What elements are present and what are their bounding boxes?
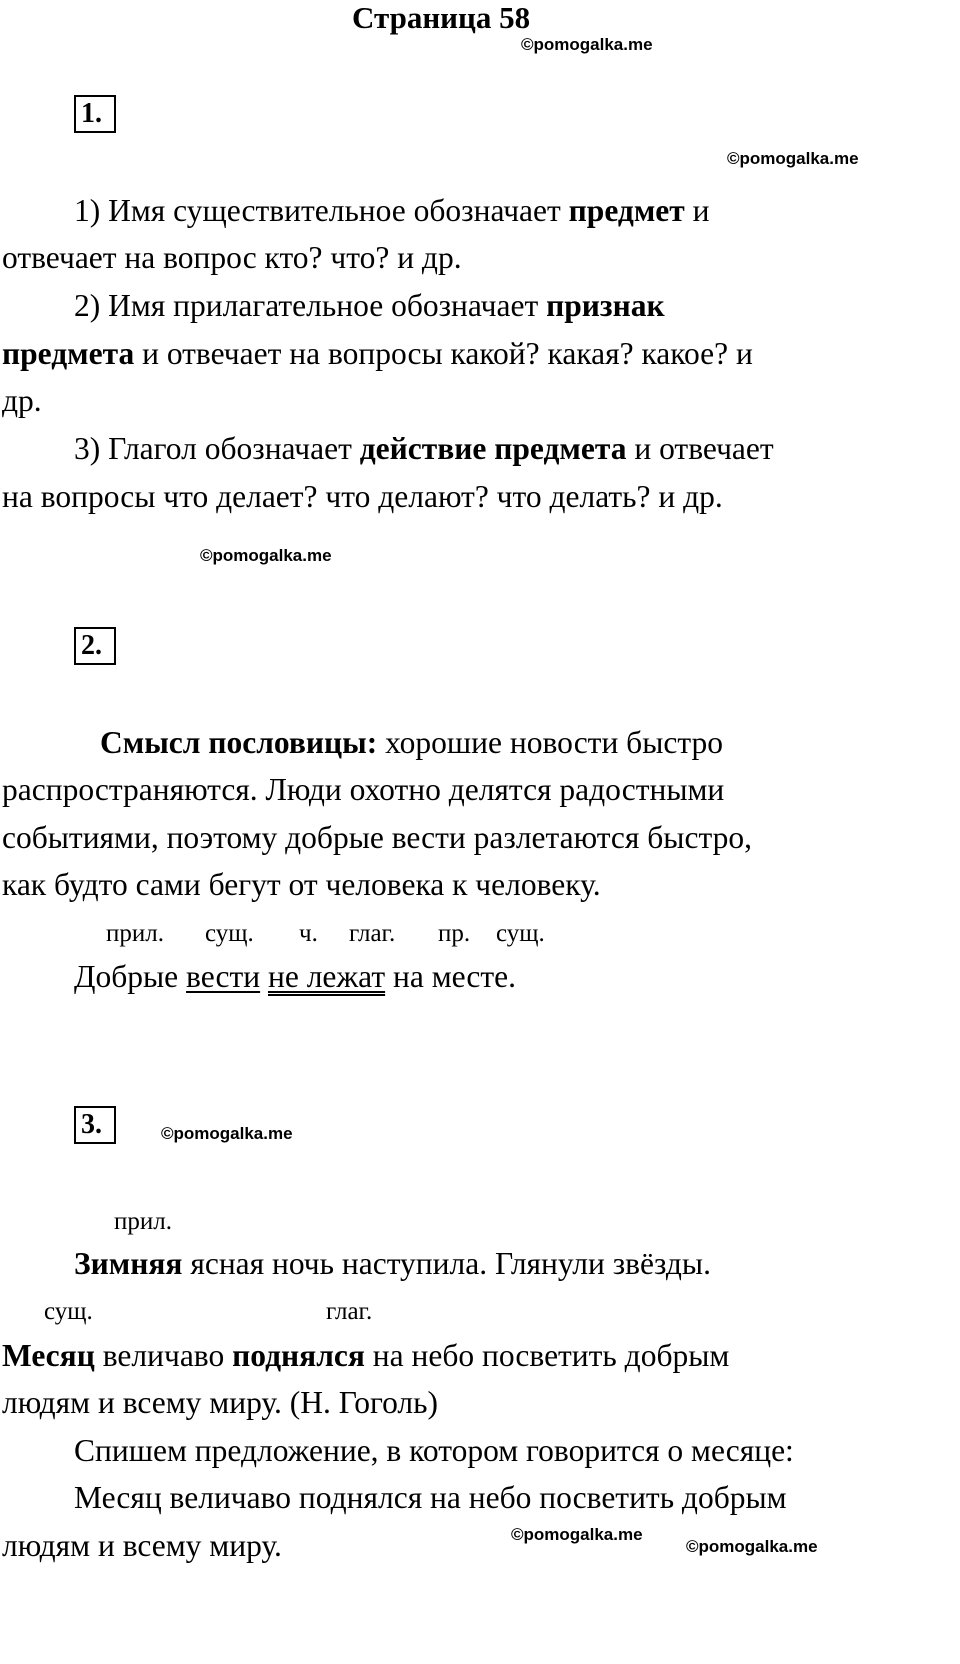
bold-word: Зимняя	[74, 1246, 183, 1281]
watermark: ©pomogalka.me	[161, 1124, 293, 1143]
pos-label: сущ.	[205, 920, 254, 947]
proverb-line	[74, 959, 516, 995]
task1-item2-line1: 2) Имя прилагательное обозначает признак	[74, 288, 665, 323]
pos-label: сущ.	[496, 920, 545, 947]
proverb-word: на месте.	[392, 959, 517, 994]
watermark: ©pomogalka.me	[727, 149, 859, 168]
task2-line3: событиями, поэтому добрые вести разлетаются быстро,	[2, 820, 752, 855]
task-number-2: 2.	[74, 627, 116, 665]
task3-line4: Спишем предложение, в котором говорится о месяце:	[74, 1433, 794, 1468]
task2-line4: как будто сами бегут от человека к человеку.	[2, 867, 601, 902]
task2-line1: Смысл пословицы: хорошие новости быстро	[100, 725, 723, 760]
task3-line1: Зимняя ясная ночь наступила. Глянули звёзды.	[74, 1246, 711, 1281]
watermark: ©pomogalka.me	[511, 1525, 643, 1544]
task1-item1-line1: 1) Имя существительное обозначает предмет и	[74, 193, 710, 228]
pos-label: пр.	[438, 920, 471, 947]
bold-word: Месяц	[2, 1338, 95, 1373]
task1-item2-line2: предмета и отвечает на вопросы какой? какая? какое? и	[2, 336, 753, 371]
pos-label: глаг.	[326, 1298, 373, 1325]
task1-item2-line3: др.	[2, 383, 42, 418]
bold-term: предмета	[2, 336, 135, 371]
task3-line6: людям и всему миру.	[2, 1528, 282, 1563]
task2-line2: распространяются. Люди охотно делятся радостными	[2, 772, 725, 807]
proverb-subject: вести	[186, 959, 261, 994]
task-number-1: 1.	[74, 95, 116, 133]
bold-word: поднялся	[232, 1338, 365, 1373]
bold-term: признак	[546, 288, 665, 323]
pos-label: ч.	[299, 920, 318, 947]
task1-item3-line1: 3) Глагол обозначает действие предмета и отвечает	[74, 431, 774, 466]
proverb-predicate: не лежат	[267, 959, 386, 994]
task1-item1-line2: отвечает на вопрос кто? что? и др.	[2, 240, 462, 275]
pos-label: глаг.	[349, 920, 396, 947]
watermark: ©pomogalka.me	[686, 1537, 818, 1556]
bold-term: предмет	[568, 193, 685, 228]
task1-item3-line2: на вопросы что делает? что делают? что делать? и др.	[2, 479, 723, 514]
watermark: ©pomogalka.me	[521, 35, 653, 54]
proverb-word: Добрые	[74, 959, 179, 994]
task3-line2: Месяц величаво поднялся на небо посветить добрым	[2, 1338, 730, 1373]
pos-label: прил.	[106, 920, 164, 947]
pos-label: прил.	[114, 1208, 172, 1235]
task3-line3: людям и всему миру. (Н. Гоголь)	[2, 1385, 439, 1420]
task3-line5: Месяц величаво поднялся на небо посветить добрым	[74, 1480, 787, 1515]
pos-label: сущ.	[44, 1298, 93, 1325]
task-number-3: 3.	[74, 1106, 116, 1144]
bold-term: действие предмета	[359, 431, 627, 466]
proverb-meaning-label: Смысл пословицы:	[100, 725, 378, 760]
page-title: Страница 58	[352, 0, 531, 35]
watermark: ©pomogalka.me	[200, 546, 332, 565]
